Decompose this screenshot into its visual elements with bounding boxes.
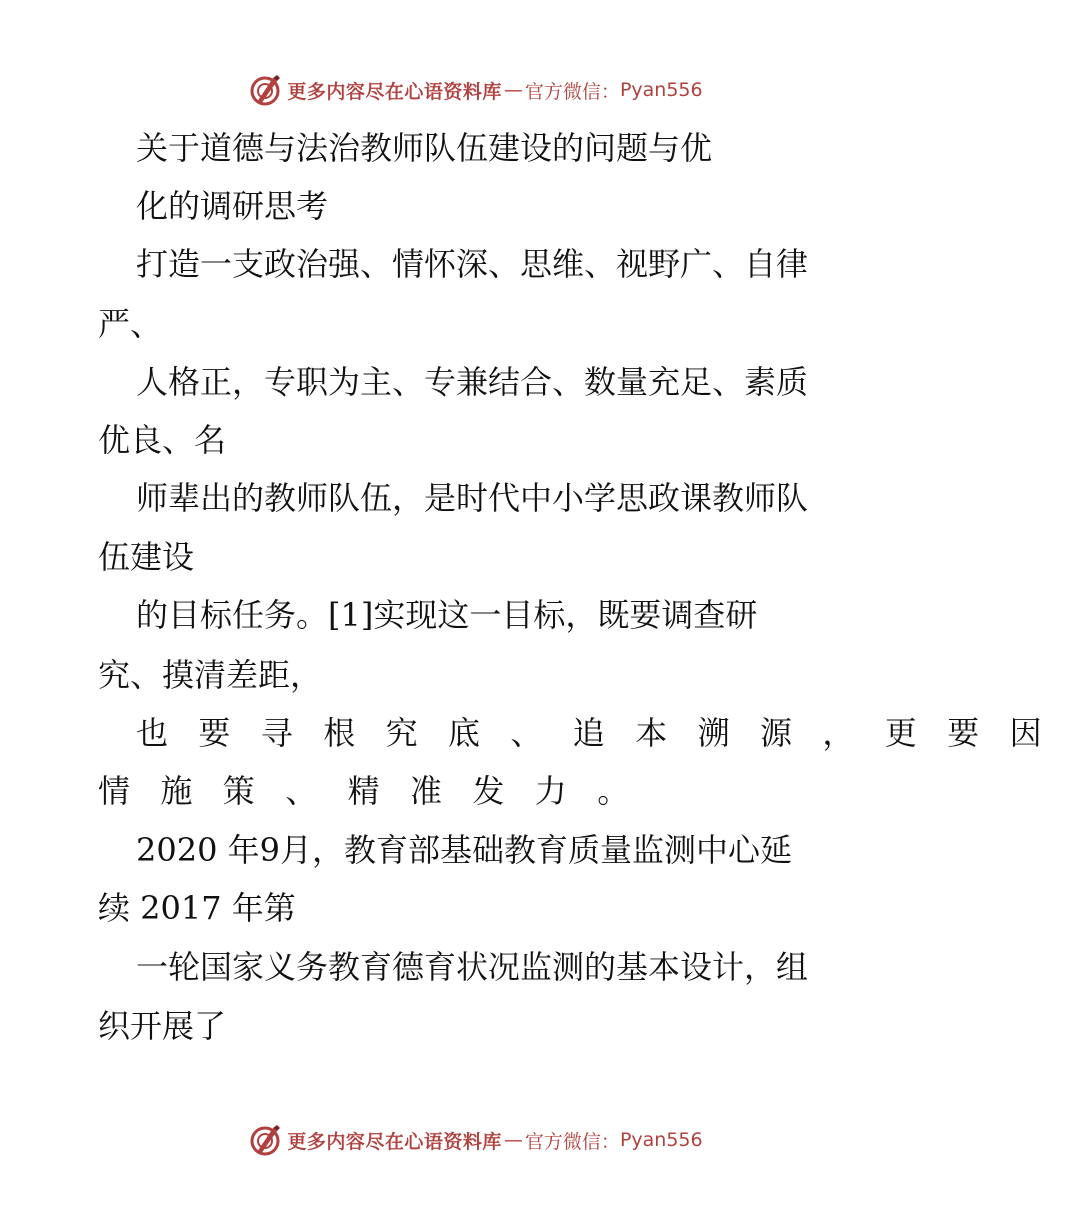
paragraph-line: 师辈出的教师队伍，是时代中小学思政课教师队 <box>136 479 809 517</box>
paragraph-line: 也要寻根究底、追本溯源，更要因 <box>136 714 1072 752</box>
paragraph-line: 一轮国家义务教育德育状况监测的基本设计，组 <box>136 948 809 986</box>
watermark-wechat-id: Pyan556 <box>619 1129 703 1151</box>
paragraph-line: 究、摸清差距， <box>98 656 323 694</box>
paragraph-line: 严、 <box>98 305 163 343</box>
paragraph-line: 伍建设 <box>98 538 195 576</box>
paragraph-line: 2020 年9月，教育部基础教育质量监测中心延 <box>136 831 792 869</box>
paragraph-line: 人格正，专职为主、专兼结合、数量充足、素质 <box>136 363 809 401</box>
paragraph-line: 的目标任务。[1]实现这一目标，既要调查研 <box>136 596 758 634</box>
watermark-banner-top <box>0 70 950 110</box>
pen-logo-icon <box>247 1122 283 1158</box>
watermark-dash: — <box>503 1129 523 1151</box>
watermark-dash: — <box>503 79 523 101</box>
title-line-1: 关于道德与法治教师队伍建设的问题与优 <box>136 129 713 167</box>
watermark-site-text: 更多内容尽在心语资料库 <box>287 80 502 103</box>
watermark-wechat-label: 官方微信： <box>524 80 620 103</box>
title-line-2: 化的调研思考 <box>136 187 329 225</box>
paragraph-line: 情施策、精准发力。 <box>98 772 660 810</box>
watermark-wechat-id: Pyan556 <box>619 79 703 101</box>
watermark-site-text: 更多内容尽在心语资料库 <box>287 1130 502 1153</box>
watermark-banner-bottom <box>0 1120 950 1160</box>
pen-logo-icon <box>247 72 283 108</box>
watermark-wechat-label: 官方微信： <box>524 1130 620 1153</box>
paragraph-line: 优良、名 <box>98 421 227 459</box>
paragraph-line: 打造一支政治强、情怀深、思维、视野广、自律 <box>136 245 809 283</box>
paragraph-line: 织开展了 <box>98 1007 227 1045</box>
paragraph-line: 续 2017 年第 <box>98 889 296 927</box>
